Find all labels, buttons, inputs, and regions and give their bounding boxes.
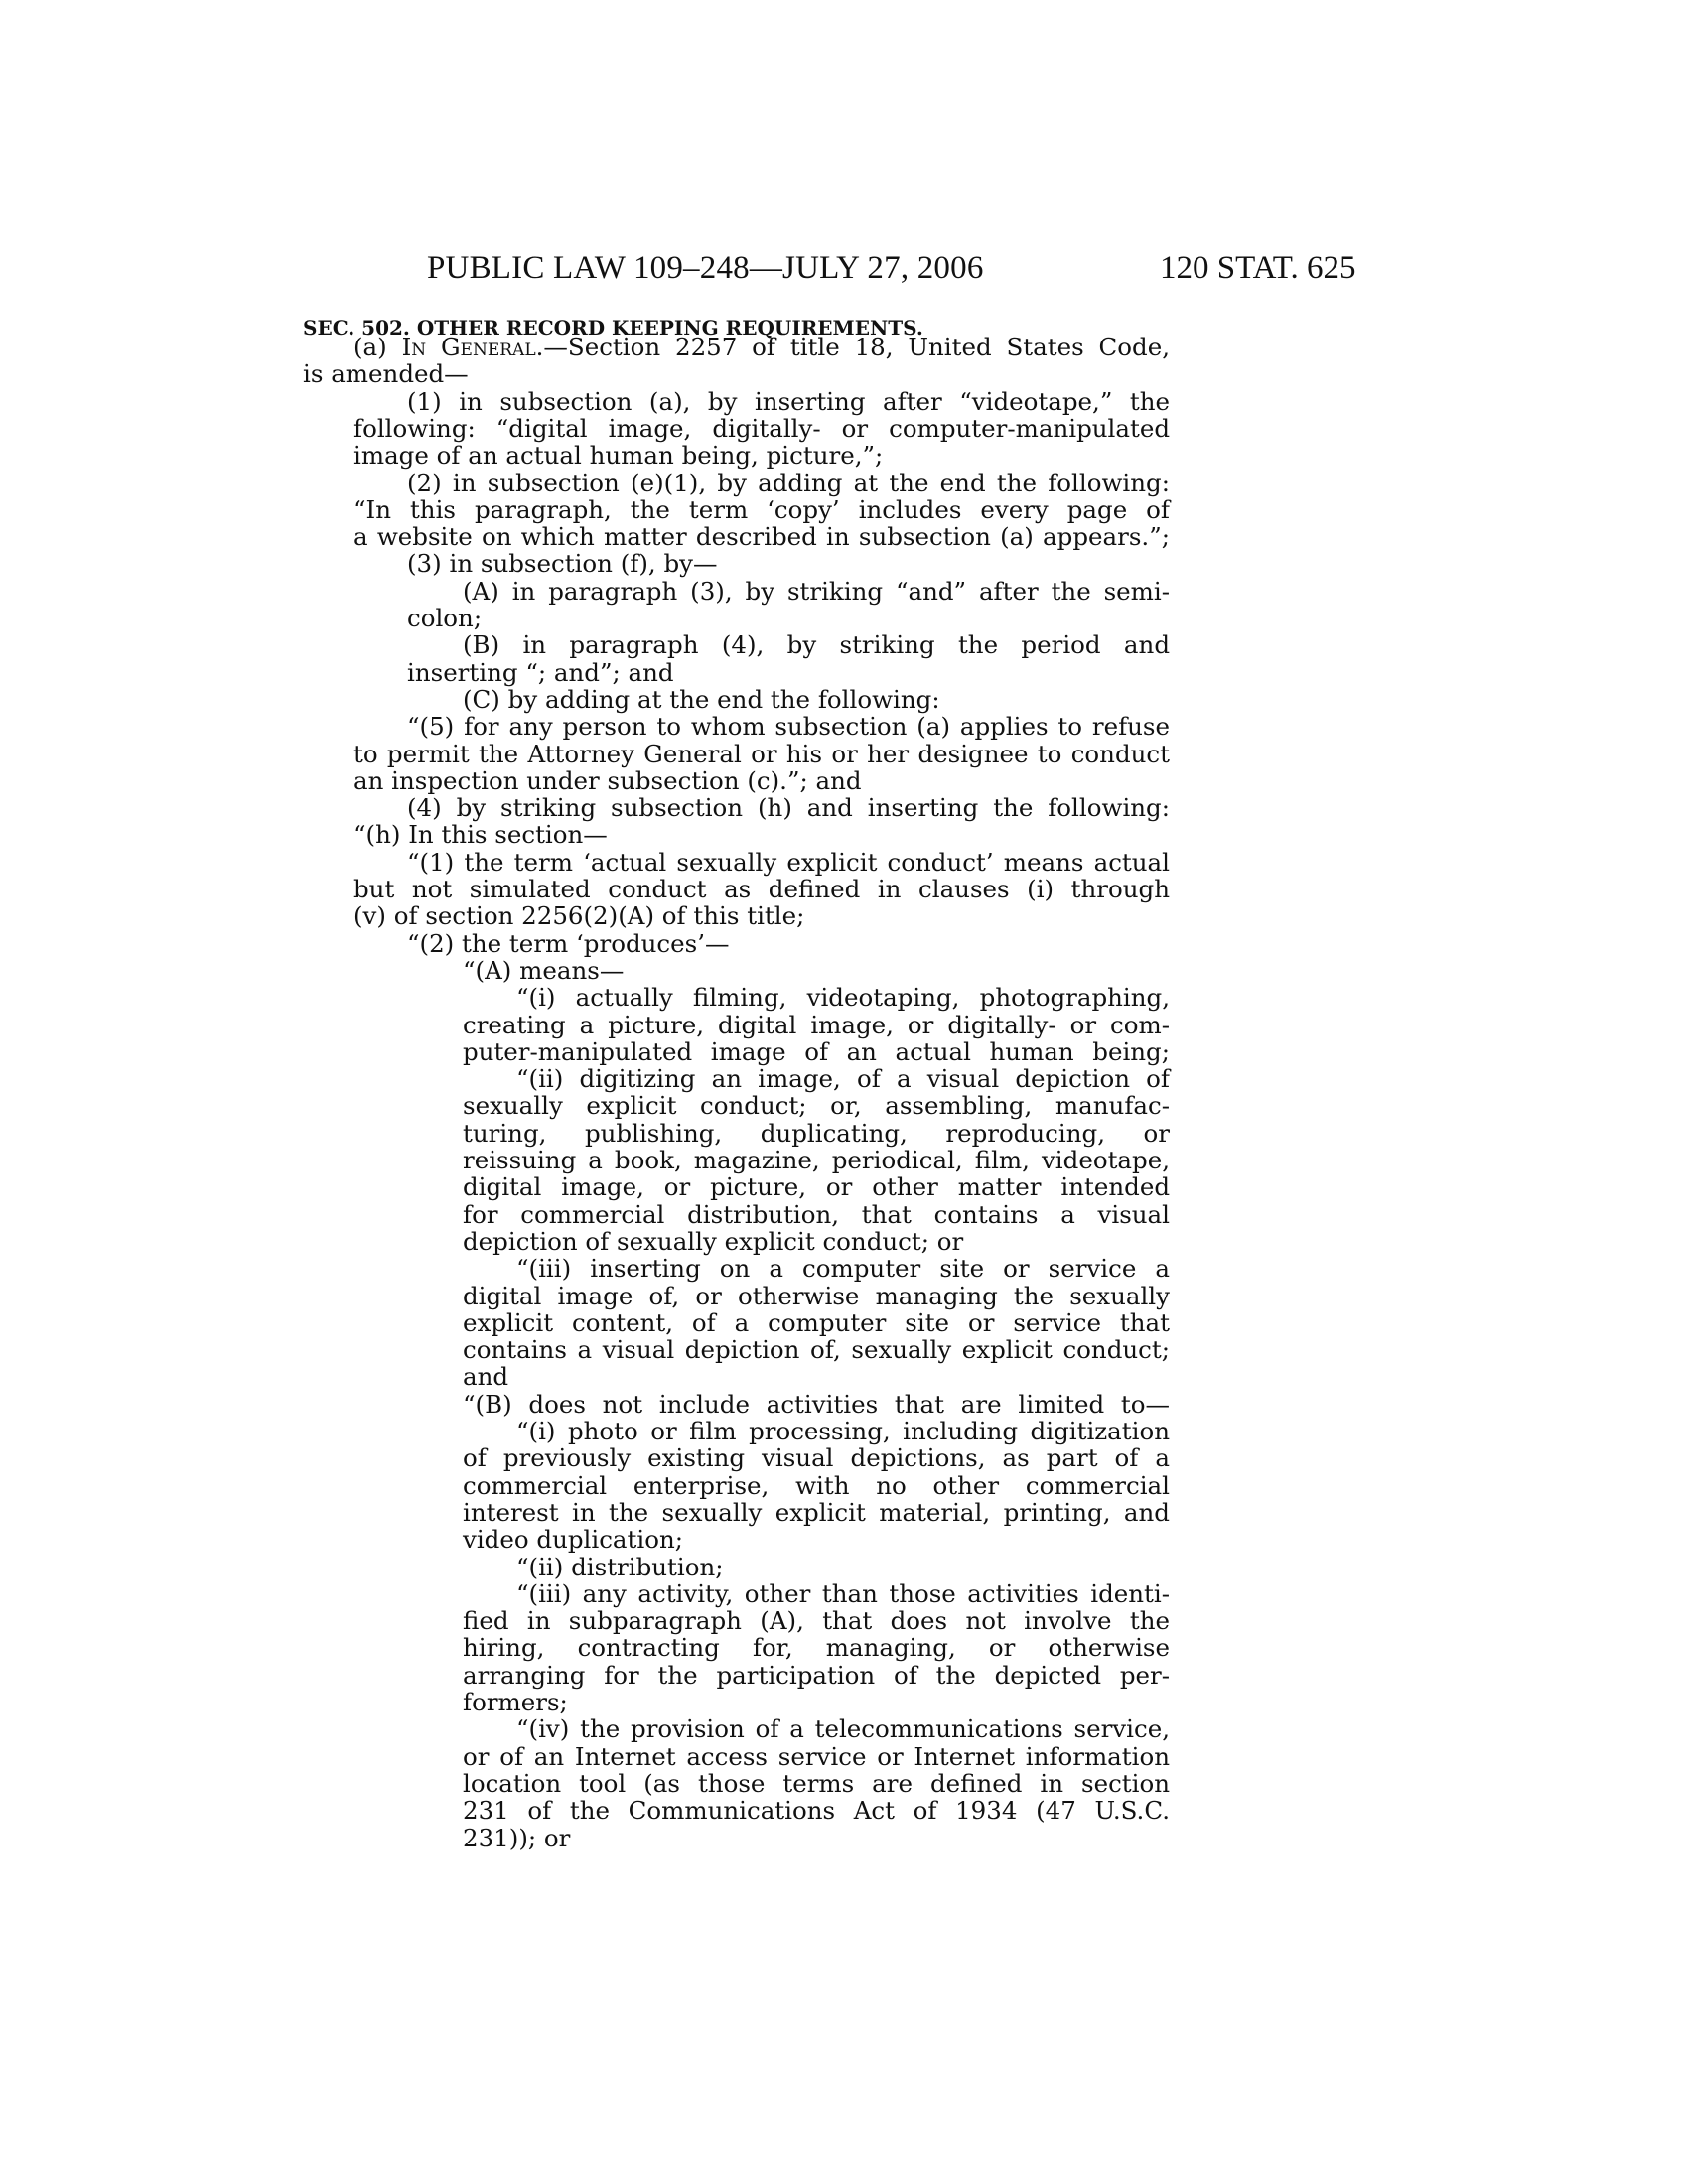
text-line: digital image of, or otherwise managing the sexually [463,1281,1170,1310]
text-line: to permit the Attorney General or his or her designee to conduct [353,739,1170,768]
text-line: “(B) does not include activities that are limited to— [463,1389,1170,1419]
text-line: (A) in paragraph (3), by striking “and” after the semi- [463,576,1170,606]
text-line: “In this paragraph, the term ‘copy’ includes every page of [353,494,1170,524]
text-line: (v) of section 2256(2)(A) of this title; [353,901,805,931]
text-line: arranging for the participation of the depicted per- [463,1660,1170,1690]
text-line: (B) in paragraph (4), by striking the period and [463,630,1170,660]
text-line: “(5) for any person to whom subsection (a) applies to refuse [407,712,1170,742]
text-line: inserting “; and”; and [407,657,674,687]
text-line: and [463,1362,509,1392]
text-line: sexually explicit conduct; or, assembling, manufac- [463,1091,1170,1121]
text-line: following: “digital image, digitally- or computer-manipulated [353,413,1170,443]
text-line: is amended— [303,359,469,389]
text-line: 231)); or [463,1823,571,1852]
text-line: colon; [407,604,483,632]
text-line: but not simulated conduct as defined in clauses (i) through [353,875,1170,903]
subsection-caption: In General [401,333,536,361]
text-line: location tool (as those terms are defined in section [463,1768,1170,1798]
running-header-title: PUBLIC LAW 109–248—JULY 27, 2006 [427,250,984,286]
text-line: video duplication; [463,1525,684,1555]
text-line: turing, publishing, duplicating, reproducing, or [463,1118,1170,1148]
text-line: for commercial distribution, that contains a visual [463,1199,1170,1229]
text-line: (2) in subsection (e)(1), by adding at the end the following: [407,468,1170,497]
text-line: (C) by adding at the end the following: [463,684,940,714]
text-line: explicit content, of a computer site or service that [463,1307,1170,1337]
text-line: puter-manipulated image of an actual human being; [463,1036,1170,1066]
text-line: reissuing a book, magazine, periodical, film, videotape, [463,1146,1170,1174]
text-line: a website on which matter described in subsection (a) appears.”; [353,522,1170,552]
text-line: “(1) the term ‘actual sexually explicit conduct’ means actual [407,847,1170,877]
text-line: (a) In General.—Section 2257 of title 18, United States Code, [353,333,1170,361]
text-line: image of an actual human being, picture,”; [353,441,884,471]
text-line: digital image, or picture, or other matter intended [463,1172,1170,1202]
text-line: 231 of the Communications Act of 1934 (47 U.S.C. [463,1796,1170,1826]
text-line: creating a picture, digital image, or digitally- or com- [463,1010,1170,1039]
statute-page-reference: 120 STAT. 625 [1160,250,1356,286]
text-line: “(iii) inserting on a computer site or service a [516,1254,1170,1284]
text-line: or of an Internet access service or Internet information [463,1741,1170,1771]
text-line: “(i) actually filming, videotaping, photographing, [516,983,1170,1013]
text-line: “(h) In this section— [353,820,608,850]
text-line: fied in subparagraph (A), that does not involve the [463,1606,1170,1636]
text-line: interest in the sexually explicit material, printing, and [463,1497,1170,1527]
text-line: contains a visual depiction of, sexually explicit conduct; [463,1335,1170,1365]
text-line: “(2) the term ‘produces’— [407,928,730,958]
section-heading: SEC. 502. OTHER RECORD KEEPING REQUIREMENTS. [303,316,923,340]
text-line: “(ii) distribution; [516,1552,724,1581]
text-line: “(i) photo or film processing, including digitization [516,1417,1170,1445]
text-line: (3) in subsection (f), by— [407,549,718,579]
text-line: (1) in subsection (a), by inserting after “videotape,” the [407,386,1170,416]
text-line: “(A) means— [463,955,625,985]
text-line: an inspection under subsection (c).”; and [353,765,862,795]
text-line: commercial enterprise, with no other commercial [463,1470,1170,1500]
text-line: of previously existing visual depictions, as part of a [463,1443,1170,1473]
text-line: “(ii) digitizing an image, of a visual depiction of [516,1064,1170,1094]
text-line: (4) by striking subsection (h) and inserting the following: [407,793,1170,823]
text-line: “(iv) the provision of a telecommunications service, [516,1714,1170,1744]
text-line: “(iii) any activity, other than those activities identi- [516,1578,1170,1608]
text-line: formers; [463,1688,568,1716]
text-line: hiring, contracting for, managing, or otherwise [463,1633,1170,1663]
text-line: depiction of sexually explicit conduct; or [463,1226,964,1256]
